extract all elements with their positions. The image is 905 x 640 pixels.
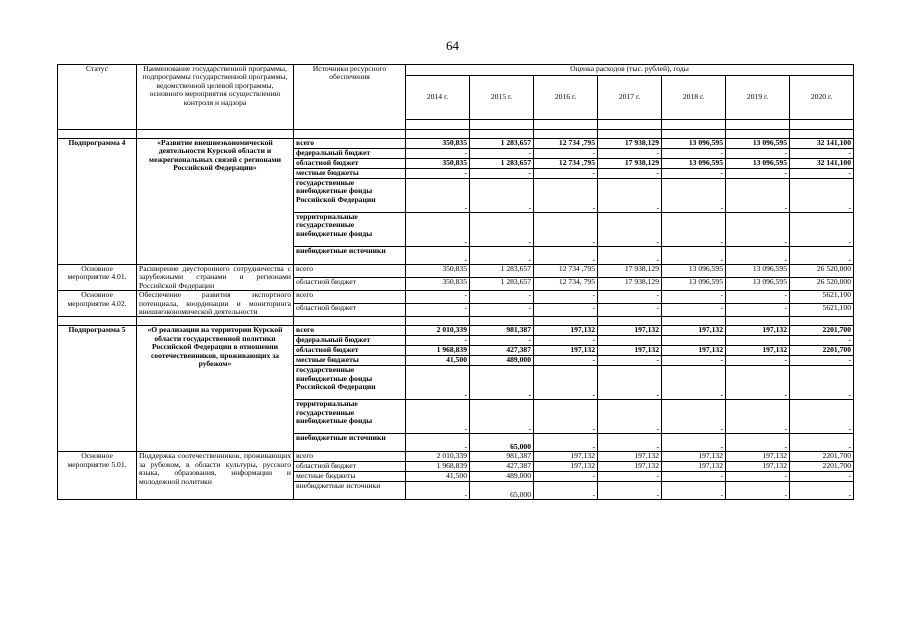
row-value: -	[470, 304, 534, 317]
row-value: 13 096,595	[662, 139, 726, 149]
row-source: территориальные государственные внебюджетные фонды	[294, 213, 406, 247]
row-value: 350,835	[406, 139, 470, 149]
row-value: 5621,100	[790, 291, 854, 304]
row-source: территориальные государственные внебюджетные фонды	[294, 400, 406, 434]
row-value: -	[790, 247, 854, 265]
row-value: -	[470, 149, 534, 159]
row-value: -	[726, 213, 790, 247]
row-value: -	[790, 472, 854, 482]
row-source: государственные внебюджетные фонды Российской Федерации	[294, 366, 406, 400]
row-value: -	[406, 400, 470, 434]
row-value: -	[598, 366, 662, 400]
row-value: 1 283,657	[470, 159, 534, 169]
row-value: -	[406, 366, 470, 400]
row-source: государственные внебюджетные фонды Российской Федерации	[294, 179, 406, 213]
row-value: 2201,700	[790, 326, 854, 336]
row-value: -	[534, 291, 598, 304]
row-value: -	[534, 356, 598, 366]
row-name: Расширение двустороннего сотрудничества с зарубежными странами и регионами Российской Федерации	[137, 265, 294, 291]
row-value: 197,132	[726, 462, 790, 472]
row-value: 13 096,595	[662, 159, 726, 169]
row-value: 489,000	[470, 356, 534, 366]
row-value: 5621,100	[790, 304, 854, 317]
row-value: 26 520,000	[790, 278, 854, 291]
row-value: 41,500	[406, 356, 470, 366]
row-value: 1 968,839	[406, 346, 470, 356]
row-value: 17 938,129	[598, 278, 662, 291]
row-value: -	[790, 482, 854, 500]
row-value: -	[662, 304, 726, 317]
header-year: 2015 г.	[470, 76, 534, 120]
row-value: -	[598, 213, 662, 247]
row-value: -	[598, 482, 662, 500]
row-value: 197,132	[534, 326, 598, 336]
row-source: областной бюджет	[294, 346, 406, 356]
spacer-row	[58, 317, 854, 326]
table-body	[58, 130, 854, 500]
row-value: -	[406, 149, 470, 159]
row-value: 2 010,339	[406, 326, 470, 336]
row-value	[662, 336, 726, 346]
row-source: всего	[294, 326, 406, 336]
table-row	[58, 326, 854, 336]
row-value: 41,500	[406, 472, 470, 482]
row-value: 350,835	[406, 278, 470, 291]
row-value: -	[662, 482, 726, 500]
row-value: -	[726, 149, 790, 159]
row-value: -	[726, 434, 790, 452]
row-value: 13 096,595	[726, 278, 790, 291]
header-year: 2018 г.	[662, 76, 726, 120]
row-value: 197,132	[534, 346, 598, 356]
row-source: местные бюджеты	[294, 356, 406, 366]
row-status: Основное мероприятие 4.02.	[58, 291, 137, 317]
row-source: областной бюджет	[294, 304, 406, 317]
row-value: 197,132	[662, 462, 726, 472]
row-value: -	[534, 304, 598, 317]
row-value: -	[406, 213, 470, 247]
row-value: -	[534, 179, 598, 213]
header-year: 2019 г.	[726, 76, 790, 120]
row-value: 197,132	[662, 326, 726, 336]
row-value: -	[406, 434, 470, 452]
row-value: -	[406, 336, 470, 346]
row-value: -	[726, 169, 790, 179]
row-value: 12 734 ,795	[534, 159, 598, 169]
row-value: -	[790, 356, 854, 366]
row-value: 32 141,100	[790, 159, 854, 169]
row-value: -	[726, 179, 790, 213]
row-value: -	[790, 169, 854, 179]
row-value: -	[662, 472, 726, 482]
row-value: -	[598, 434, 662, 452]
row-source: областной бюджет	[294, 159, 406, 169]
row-value: -	[534, 366, 598, 400]
row-value: 13 096,595	[662, 278, 726, 291]
row-value: -	[598, 247, 662, 265]
row-name: «Развитие внешнеэкономической деятельности Курской области и межрегиональных связей с регионами Российской Федерации»	[137, 139, 294, 265]
row-value: 32 141,100	[790, 139, 854, 149]
row-value: 1 968,839	[406, 462, 470, 472]
row-value: -	[662, 213, 726, 247]
row-value: -	[662, 356, 726, 366]
row-source: всего	[294, 452, 406, 462]
row-value: -	[534, 213, 598, 247]
row-value: 26 520,000	[790, 265, 854, 278]
row-value: -	[598, 179, 662, 213]
header-year: 2016 г.	[534, 76, 598, 120]
row-value: 1 283,657	[470, 139, 534, 149]
row-value: -	[662, 291, 726, 304]
row-value: -	[534, 434, 598, 452]
row-value: -	[598, 400, 662, 434]
row-value: 197,132	[726, 326, 790, 336]
row-value: -	[534, 169, 598, 179]
row-value: -	[598, 169, 662, 179]
row-value: -	[790, 213, 854, 247]
row-source: местные бюджеты	[294, 169, 406, 179]
row-value: 13 096,595	[726, 265, 790, 278]
row-source: федеральный бюджет	[294, 336, 406, 346]
row-value: -	[726, 472, 790, 482]
row-value: -	[534, 149, 598, 159]
row-status: Подпрограмма 5	[58, 326, 137, 452]
header-status: Статус	[58, 65, 137, 130]
page-number: 64	[446, 38, 459, 53]
row-value: -	[598, 472, 662, 482]
row-value	[598, 336, 662, 346]
row-value: 12 734 ,795	[534, 265, 598, 278]
row-value: -	[662, 400, 726, 434]
row-value: 17 938,129	[598, 139, 662, 149]
row-status: Основное мероприятие 5.01.	[58, 452, 137, 500]
row-value: -	[662, 366, 726, 400]
table-row	[58, 265, 854, 278]
row-value: -	[598, 291, 662, 304]
header-estimate: Оценка расходов (тыс. рублей), годы	[406, 65, 854, 76]
row-value: 489,000	[470, 472, 534, 482]
row-name: «О реализации на территории Курской области государственной политики Российской Федерации в отношении соотечественников, проживающих за рубежом»	[137, 326, 294, 452]
spacer-row	[58, 130, 854, 139]
row-value: -	[726, 291, 790, 304]
row-source: всего	[294, 265, 406, 278]
row-value: -	[662, 434, 726, 452]
row-value: -	[726, 304, 790, 317]
row-value: -	[406, 304, 470, 317]
table-header	[58, 65, 854, 130]
row-value: 1 283,657	[470, 265, 534, 278]
row-value: 17 938,129	[598, 159, 662, 169]
row-value: -	[406, 169, 470, 179]
row-value: 197,132	[534, 462, 598, 472]
header-year: 2014 г.	[406, 76, 470, 120]
row-value: -	[406, 247, 470, 265]
row-value: 197,132	[726, 346, 790, 356]
row-value: -	[662, 247, 726, 265]
row-value: 350,835	[406, 265, 470, 278]
row-value: -	[790, 179, 854, 213]
row-value: -	[406, 179, 470, 213]
row-value: -	[790, 400, 854, 434]
row-value: -	[598, 149, 662, 159]
budget-table	[57, 64, 854, 500]
row-value: 981,387	[470, 326, 534, 336]
row-value: 13 096,595	[726, 159, 790, 169]
row-value: 2 010,339	[406, 452, 470, 462]
row-value: 197,132	[598, 462, 662, 472]
header-name: Наименование государственной программы, подпрограммы государственной программы, ведомственной целевой программы, основного мероприятия осуществлению контроля и надзора	[137, 65, 294, 130]
row-value: -	[790, 366, 854, 400]
row-value	[726, 336, 790, 346]
row-value: 197,132	[598, 452, 662, 462]
row-source: федеральный бюджет	[294, 149, 406, 159]
row-value: -	[726, 400, 790, 434]
row-value: -	[406, 291, 470, 304]
row-value: -	[406, 482, 470, 500]
row-value: 197,132	[598, 326, 662, 336]
row-value: 197,132	[662, 346, 726, 356]
row-value: -	[662, 149, 726, 159]
row-value: -	[726, 247, 790, 265]
row-value: -	[470, 366, 534, 400]
row-value: -	[470, 336, 534, 346]
table-row	[58, 452, 854, 462]
row-value: -	[534, 472, 598, 482]
row-value: -	[790, 336, 854, 346]
row-value: -	[726, 482, 790, 500]
row-value: -	[534, 482, 598, 500]
row-value: 12 734 ,795	[534, 139, 598, 149]
row-value: -	[470, 179, 534, 213]
row-value: 13 096,595	[726, 139, 790, 149]
row-source: внебюджетные источники	[294, 434, 406, 452]
row-value: 197,132	[598, 346, 662, 356]
row-value: 197,132	[662, 452, 726, 462]
row-value: -	[534, 400, 598, 434]
row-value: 12 734, 795	[534, 278, 598, 291]
header-source: Источники ресурсного обеспечения	[294, 65, 406, 130]
row-source: всего	[294, 139, 406, 149]
row-value: -	[470, 213, 534, 247]
row-value: -	[790, 434, 854, 452]
row-source: внебюджетные источники	[294, 247, 406, 265]
row-value: -	[726, 366, 790, 400]
row-status: Подпрограмма 4	[58, 139, 137, 265]
row-value: 197,132	[726, 452, 790, 462]
row-value: 65,000	[470, 434, 534, 452]
row-source: областной бюджет	[294, 278, 406, 291]
row-value: 427,387	[470, 346, 534, 356]
row-value: -	[790, 149, 854, 159]
row-status: Основное мероприятие 4.01.	[58, 265, 137, 291]
header-year: 2017 г.	[598, 76, 662, 120]
row-value: 1 283,657	[470, 278, 534, 291]
row-name: Обеспечение развития экспортного потенциала, координации и мониторинга внешнеэкономической деятельности	[137, 291, 294, 317]
row-value: 2201,700	[790, 452, 854, 462]
table-row	[58, 139, 854, 149]
row-source: областной бюджет	[294, 462, 406, 472]
row-name: Поддержка соотечественников, проживающих за рубежом, в области культуры, русского языка, образования, информации и молодежной политики	[137, 452, 294, 500]
row-value: -	[598, 304, 662, 317]
row-value: -	[662, 169, 726, 179]
row-value: -	[534, 336, 598, 346]
row-value: 17 938,129	[598, 265, 662, 278]
table-row	[58, 291, 854, 304]
row-value: -	[534, 247, 598, 265]
row-source: местные бюджеты	[294, 472, 406, 482]
row-source: всего	[294, 291, 406, 304]
row-value: 427,387	[470, 462, 534, 472]
row-value: -	[598, 356, 662, 366]
row-value: -	[470, 247, 534, 265]
row-value: 65,000	[470, 482, 534, 500]
row-value: -	[662, 179, 726, 213]
row-value: -	[470, 400, 534, 434]
row-value: 981,387	[470, 452, 534, 462]
row-value: -	[470, 169, 534, 179]
row-value: 13 096,595	[662, 265, 726, 278]
row-value: 350,835	[406, 159, 470, 169]
row-value: 197,132	[534, 452, 598, 462]
row-value: 2201,700	[790, 462, 854, 472]
row-value: -	[726, 356, 790, 366]
header-year: 2020 г.	[790, 76, 854, 120]
row-value: 2201,700	[790, 346, 854, 356]
row-source: внебюджетные источники	[294, 482, 406, 500]
row-value: -	[470, 291, 534, 304]
